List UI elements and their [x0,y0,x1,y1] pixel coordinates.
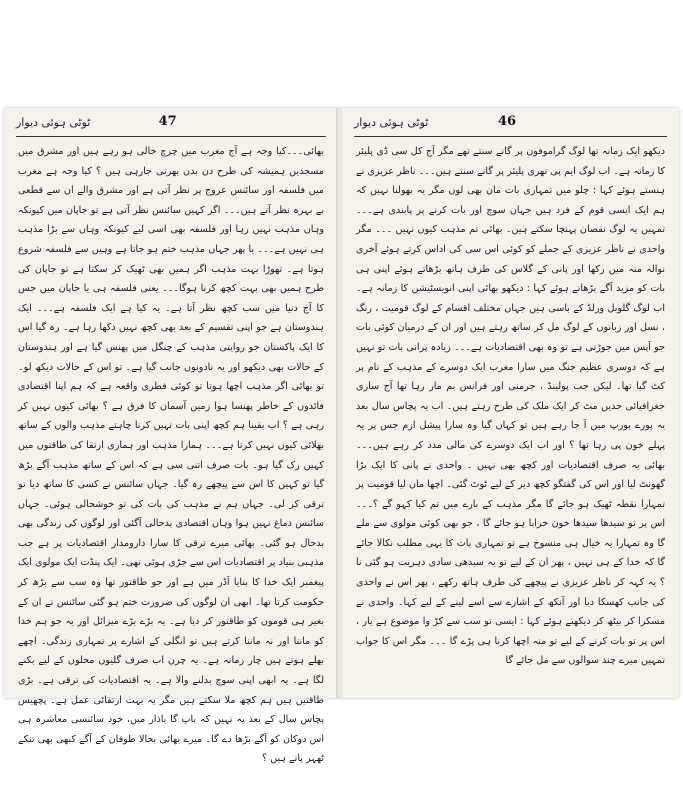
open-book [4,108,679,765]
right-page-number: 46 [497,114,517,129]
left-page-number: 47 [158,114,177,129]
left-page-text: بھائی۔۔۔کیا وجہ ہے آج مغرب میں چرچ خالی ہو رہے ہیں اور مشرق میں مسجدیں ہمیشہ کی طرح دن بدن بھرتی جارہی ہیں ؟ کیا وجہ ہے مغرب میں فلسفہ اور سائنس عروج پر نظر آتی ہے اور مشرق والے ان سے قطعی بے بہرہ نظر آتے ہیں۔۔۔ اگر کہیں سائنس نظر آتی ہے تو جاپان میں کیونکہ وہاں مذہب نہیں رہا اور فلسفہ بھی اسی لیے کیونکہ وہاں سے بڑا مذہب ہی نہیں ہے۔۔۔ یا پھر جہاں مذہب ختم ہو جاتا ہے وہیں سے فلسفہ شروع ہوتا ہے۔ تھوڑا بہت مذہب اگر ہمیں بھی ٹھیک کر سکتا ہے تو جاپان کی طرح ہمیں بھی بہت کچھ کرنا ہوگا۔۔۔ یعنی فلسفہ ہی یا جاپان میں جس کا آج دنیا میں سب کچھ نظر آتا ہے۔ یہ کیا ہے ایک فلسفہ ہے۔۔۔ ایک ہندوستان ہے جو اپنی تقسیم کے بعد بھی کچھ نہیں دکھا رہا ہے۔ رہ گیا اس کا ایک پاکستان جو روایتی مذہب کے چنگل میں پھنس گیا ہے اور ہندوستان کے حالات بھی دیکھو اور یہ نادونوں جانب گیا ہے۔ تو اس کے حالات دیکھ لو۔ تو بھائی اگر مذہب اچھا ہوتا تو کوئی فطری واقعہ ہے کہ ہم اپنا اقتصادی فائدوں کے خاطر پھنسا ہوا زمین آسمان کا فرق ہے ؟ بھائی کیوں نہیں کر رہی ہے ؟ اب یقینا ہم کچھ اپنی بات نہیں کرنا چاہتے مذہب والوں کے ساتھ بھلائی کیوں نہیں کرتا ہے۔۔۔ ہمارا مذہب اور ہماری ارتقا کی طاقتوں میں کہیں رک گیا ہو۔ بات صرف اتنی سی ہے کہ اس کے ساتھ مذہب آگے بڑھ گیا تو کہیں کا اس سے پیچھے رہ گیا۔ جہاں سائنس نے کسی کا ساتھ دیا تو ترقی کر لی۔ جہاں ہم نے مذہب کی بات کی تو خوشحالی ہوئی۔ جہاں سائنس دماغ نہیں ہوا وہاں اقتصادی بدحالی آگئی اور لوگوں کی زندگی بھی بدحال ہو گئی۔ بھائی میرے ترقی کا سارا دارومدار اقتصادیات پر ہے جب مذہبی بنیاد پر اقتصادیات اس سے جڑی ہوئی تھی۔ ایک پنڈت ایک مولوی ایک پیغمبر ایک خدا کا بنایا آڈر میں ہے اور جو طاقتور تھا وہ سب سے بڑھ کر حکومت کرتا تھا۔ ابھی ان لوگوں کی ضرورت ختم ہو گئی سائنس نے ان کے بغیر ہی قوموں کو طاقتور کر دیا ہے۔ یہ بڑے بڑے میزائل اور یہ جو ہم خدا کو ماننا اور نہ ماننا کرتے ہیں تو انگلی کے اشارے پر تمہاری زندگی۔ اچھے بھلے ہوتے ہیں چار زمانہ ہے۔ یہ چرن اب صرف گلیوں محلوں کے لیے بکنے لگا ہے۔ یہ ابھی اپنی سوچ بدلنے والا ہے۔ یہ اقتصادیات کی ترقی ہے۔ بڑی طاقتیں ہیں ہم کچھ ملا سکتے ہیں مگر یہ بہت ارتقائی عمل ہے۔ پچھیس پچاس سال کے بعد یہ نہیں کہ باپ گا باذار میں، خود سائنسی معاشرہ ہی اس دوکان کو آگے بڑھا دے گا۔ میرے بھائی بحالا طوفان کے آگے کبھی بھی تنکے ٹھہر پاتے ہیں ؟ [18,146,324,765]
right-page [342,108,679,698]
right-page-body [356,142,665,671]
left-page-header [16,114,326,137]
left-page-body [18,142,324,769]
left-running-title: ٹوٹی ہوئی دیوار [16,116,91,129]
left-page [4,108,339,765]
right-running-title: ٹوٹی ہوئی دیوار [354,116,429,129]
right-page-header [354,114,667,137]
right-page-text: دیکھو ایک زمانہ تھا لوگ گراموفون پر گانے سنتے تھے مگر آج کل سی ڈی پلیئر کا زمانہ ہے۔ اب لوگ ایم پی تھری پلیئر پر گانے سنتے ہیں۔۔۔ ناظر عزیزی نے ہنستے ہوئے کہا : چلو میں تمہاری بات مان بھی لوں مگر یہ بھولنا نہیں کہ ہم ایک ایسی قوم کے فرد ہیں جہاں سوچ اور بات کرنے پر پابندی ہے۔۔۔ تمہیں یہ لوگ نقصان پہنچا سکتے ہیں۔ بھائی تم مذہب کیوں نہیں ۔۔۔ مگر واحدی نے ناظر عزیزی کے جملے کو کوئی اس سی کی اداس کرتے ہوئے آخری نوالہ منہ میں رکھا اور پانی کے گلاس کی طرف ہاتھ بڑھاتے ہوئے اپنی ہی بات کو مزید آگے بڑھاتے ہوئے کہا : دیکھو بھائی اپنی انویسٹیشن کا زمانہ ہے۔ اب لوگ گلوبل ورلڈ کے باسی ہیں جہاں مختلف اقسام کے لوگ قومیت ، رنگ ، نسل اور زبانوں کے لوگ مل کر ساتھ رہتے ہیں اور ان کے درمیان کوئی بات جو آپس میں جوڑتی ہے تو وہ بھی اقتصادیات ہے۔۔۔ زیادہ پرانی بات تو نہیں ہے کہ دوسری عظیم جنگ میں سارا مغرب ایک دوسرے کے مذہب کے نام پر کٹ گیا تھا۔ لیکن جب پولینڈ ، جرمنی اور فرانس بم مار رہا تھا آج ساری جغرافیائی حدیں مٹ کر ایک ملک کی طرح رہتے ہیں۔ اب یہ پچاس سال بعد یہ پورے یورپ میں آ جا رہے ہیں تو کہاں گیا وہ سارا پیشل ازم جس پر یہ پہلے خون پی رہا تھا ؟ اور اب ایک دوسرے کی مالی مدد کر رہے ہیں۔۔۔ بھائی یہ صرف اقتصادیات اور کچھ بھی نہیں ۔ واحدی نے پانی کا ایک بڑا گھونٹ لیا اور اس کی گفتگو کچھ دیر کے لیے ٹوٹ گئی۔ اچھا مان لیا قومیت پر تمہارا نقطہ ٹھیک ہو جائے گا مگر مذہب کے بارے میں تم کیا کہو گے ؟۔۔۔ اس پر تو سیدھا سیدھا خون خرابا ہو جائے گا ، جو بھی کوئی مولوی سے ملے گا وہ تمہارا یہ خیال ہی منسوخ ہے تو تمہاری بات کا یہی مطلب نکالا جائے گا کہ خدا کے ہی نہیں ، پھر ان کے لیے تو یہ سیدھی سادی دہریت ہو گئی نا ؟ یہ کہہ کر ناظر عزیزی نے پیچھے کی طرف ہاتھ رکھے ، پھر اس نے واحدی کی جانب کھسکا دیا اور آنکھ کے اشارے سے اسے لینے کے لیے کہا۔ واحدی نے مسکرا کر بیٹھ کر دیکھتے ہوئے کہا : ایسی تو سب سے کڑ وا موضوع ہے یار ، اس پر تو بات کرنے کے لیے تو منہ اچھا کرنا ہی پڑے گا ۔۔۔ مگر اس کا جواب تمہیں میرے چند سوالوں سے مل جائے گا [356,146,665,667]
